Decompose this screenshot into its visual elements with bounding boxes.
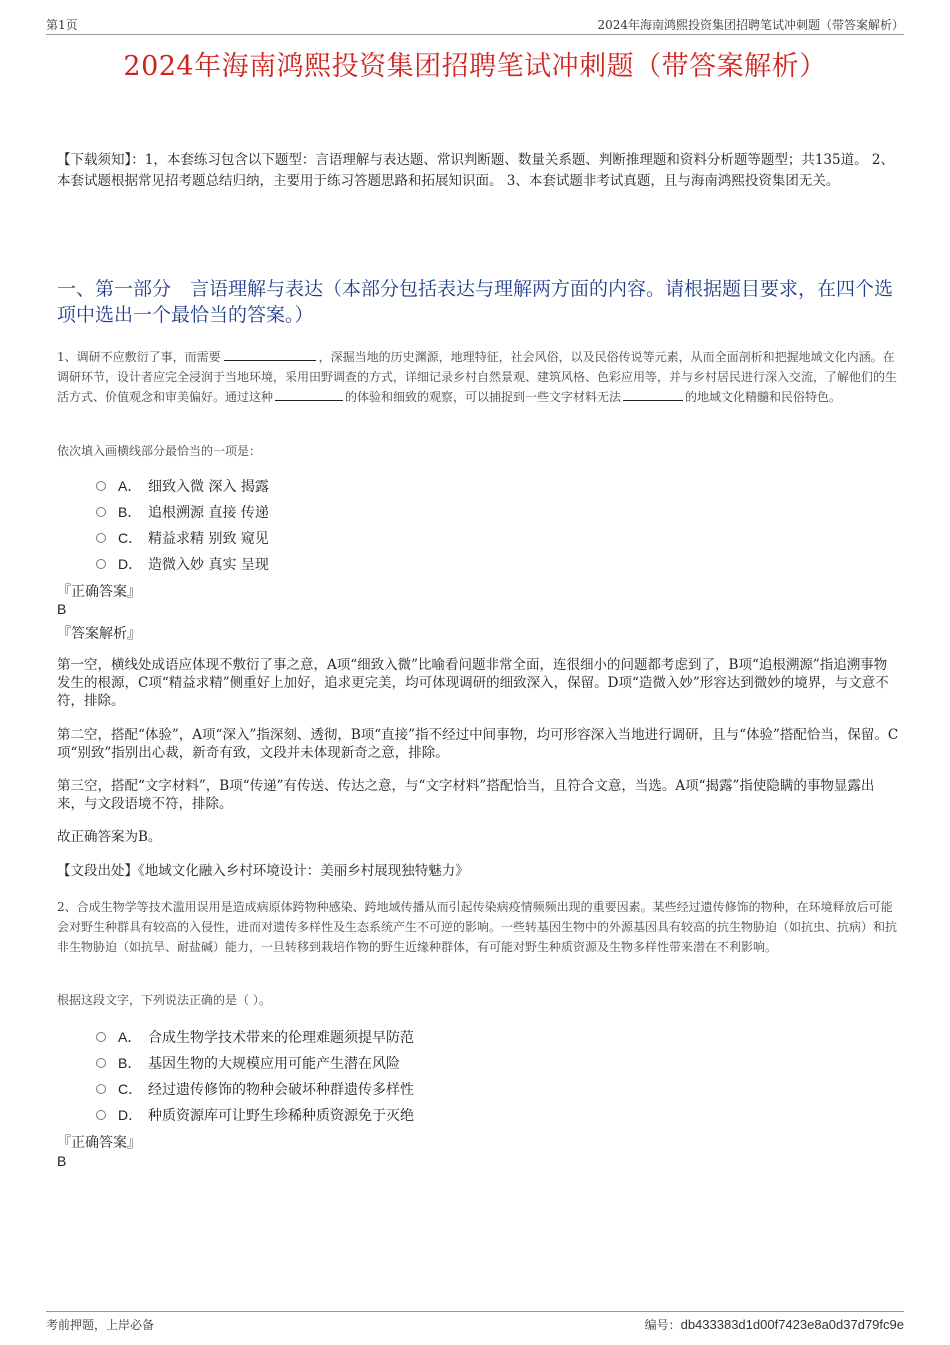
q2-option-b[interactable]: [96, 1050, 414, 1076]
option-letter: A．: [118, 478, 142, 494]
radio-icon[interactable]: [96, 1032, 106, 1042]
option-letter: C．: [118, 530, 143, 546]
analysis-paragraph-1: 第一空，横线处成语应体现不敷衍了事之意，A项“细致入微”比喻看问题非常全面，连很细小的问题都考虑到了，B项“追根溯源”指追溯事物发生的根源，C项“精益求精”侧重好上加好，追求更完美，均可体现调研的细致深入，保留。D项“造微入妙”形容达到微妙的境界，与文意不符，排除。: [57, 657, 889, 709]
radio-icon[interactable]: [96, 481, 106, 491]
q1-text-part-a: 1、调研不应敷衍了事，而需要: [57, 350, 221, 364]
option-text: 合成生物学技术带来的伦理难题须提早防范: [148, 1030, 414, 1046]
q2-answer: B: [57, 1153, 67, 1169]
q1-answer: B: [57, 601, 67, 617]
q1-text-part-b: ，深掘当地的历史渊源，地理特征，社会风俗，以及民俗传说等元素，从而全面剖析和把握地域文化内涵。在调研环节，设计者应完全浸润于当地环境，采用田野调查的方式，详细记录乡村自然景观、建筑风格、色彩应用等，并与乡村居民进行深入交流，了解他们的生活方式、价值观念和审美偏好。通过这种: [57, 350, 898, 404]
page-title: 2024年海南鸿熙投资集团招聘笔试冲刺题（带答案解析）: [123, 51, 827, 82]
q1-text-part-c: 的体验和细致的观察，可以捕捉到一些文字材料无法: [345, 390, 622, 404]
radio-icon[interactable]: [96, 1058, 106, 1068]
radio-icon[interactable]: [96, 1084, 106, 1094]
q1-analysis-label: 『答案解析』: [57, 626, 141, 642]
analysis-paragraph-2: 第二空，搭配“体验”，A项“深入”指深刻、透彻，B项“直接”指不经过中间事物，均可形容深入当地进行调研，且与“体验”搭配恰当，保留。C项“别致”指别出心裁，新奇有致，文段并未体现新奇之意，排除。: [57, 727, 899, 761]
footer-slogan: 考前押题，上岸必备: [46, 1318, 155, 1332]
q1-option-b[interactable]: [96, 499, 269, 525]
option-letter: D．: [118, 556, 143, 572]
option-text: 精益求精 别致 窥见: [148, 531, 269, 547]
page-footer: [46, 1311, 904, 1336]
option-letter: B．: [118, 504, 142, 520]
radio-icon[interactable]: [96, 559, 106, 569]
download-notice: 【下载须知】：1，本套练习包含以下题型：言语理解与表达题、常识判断题、数量关系题、判断推理题和资料分析题等题型；共135道。 2、本套试题根据常见招考题总结归纳，主要用于练习答题思路和拓展知识面。 3、本套试题非考试真题，且与海南鸿熙投资集团无关。: [57, 152, 894, 189]
option-text: 经过遗传修饰的物种会破坏种群遗传多样性: [148, 1082, 414, 1098]
text-source: 【文段出处】《地域文化融入乡村环境设计：美丽乡村展现独特魅力》: [57, 863, 469, 879]
q1-option-d[interactable]: [96, 551, 269, 577]
option-text: 造微入妙 真实 呈现: [148, 557, 269, 573]
footer-code: [645, 1316, 904, 1333]
question-1-text: [57, 347, 899, 407]
code-value: db433383d1d00f7423e8a0d37d79fc9e: [680, 1317, 904, 1332]
option-letter: D．: [118, 1107, 143, 1123]
section-heading: 一、第一部分 言语理解与表达（本部分包括表达与理解两方面的内容。请根据题目要求，在四个选项中选出一个最恰当的答案。）: [57, 278, 894, 326]
q2-option-a[interactable]: [96, 1024, 414, 1050]
radio-icon[interactable]: [96, 507, 106, 517]
question-1-prompt: 依次填入画横线部分最恰当的一项是：: [57, 444, 262, 458]
q1-text-part-d: 的地域文化精髓和民俗特色。: [685, 390, 842, 404]
question-2-text: 2、合成生物学等技术滥用误用是造成病原体跨物种感染、跨地域传播从而引起传染病疫情频频出现的重要因素。某些经过遗传修饰的物种，在环境释放后可能会对野生种群具有较高的入侵性，进而对遗传多样性及生态系统产生不可逆的影响。一些转基因生物中的外源基因具有较高的抗生物胁迫（如抗虫、抗病）和抗非生物胁迫（如抗旱、耐盐碱）能力，一旦转移到栽培作物的野生近缘种群体，有可能对野生种质资源及生物多样性带来潜在不利影响。: [57, 900, 898, 954]
q1-option-c[interactable]: [96, 525, 269, 551]
q1-option-a[interactable]: [96, 473, 269, 499]
q2-answer-label: 『正确答案』: [57, 1135, 141, 1151]
option-letter: A．: [118, 1029, 142, 1045]
page-header: [46, 14, 904, 35]
radio-icon[interactable]: [96, 1110, 106, 1120]
blank-3: [623, 388, 683, 401]
code-label: 编号：: [644, 1318, 681, 1332]
analysis-conclusion: 故正确答案为B。: [57, 829, 162, 845]
option-letter: B．: [118, 1055, 142, 1071]
blank-1: [224, 348, 316, 361]
q2-option-c[interactable]: [96, 1076, 414, 1102]
option-letter: C．: [118, 1081, 143, 1097]
question-2-prompt: 根据这段文字，下列说法正确的是（ ）。: [57, 993, 271, 1007]
question-2-options: [96, 1024, 414, 1128]
option-text: 细致入微 深入 揭露: [148, 479, 269, 495]
analysis-paragraph-3: 第三空，搭配“文字材料”，B项“传递”有传送、传达之意，与“文字材料”搭配恰当，且符合文意，当选。A项“揭露”指使隐瞒的事物显露出来，与文段语境不符，排除。: [57, 778, 875, 812]
option-text: 基因生物的大规模应用可能产生潜在风险: [148, 1056, 400, 1072]
question-1-options: [96, 473, 269, 577]
page-number: 第1页: [46, 18, 78, 32]
q1-answer-label: 『正确答案』: [57, 584, 141, 600]
q2-option-d[interactable]: [96, 1102, 414, 1128]
option-text: 追根溯源 直接 传递: [148, 505, 269, 521]
radio-icon[interactable]: [96, 533, 106, 543]
blank-2: [275, 388, 343, 401]
option-text: 种质资源库可让野生珍稀种质资源免于灭绝: [148, 1108, 414, 1124]
header-doc-title: 2024年海南鸿熙投资集团招聘笔试冲刺题（带答案解析）: [597, 18, 904, 32]
